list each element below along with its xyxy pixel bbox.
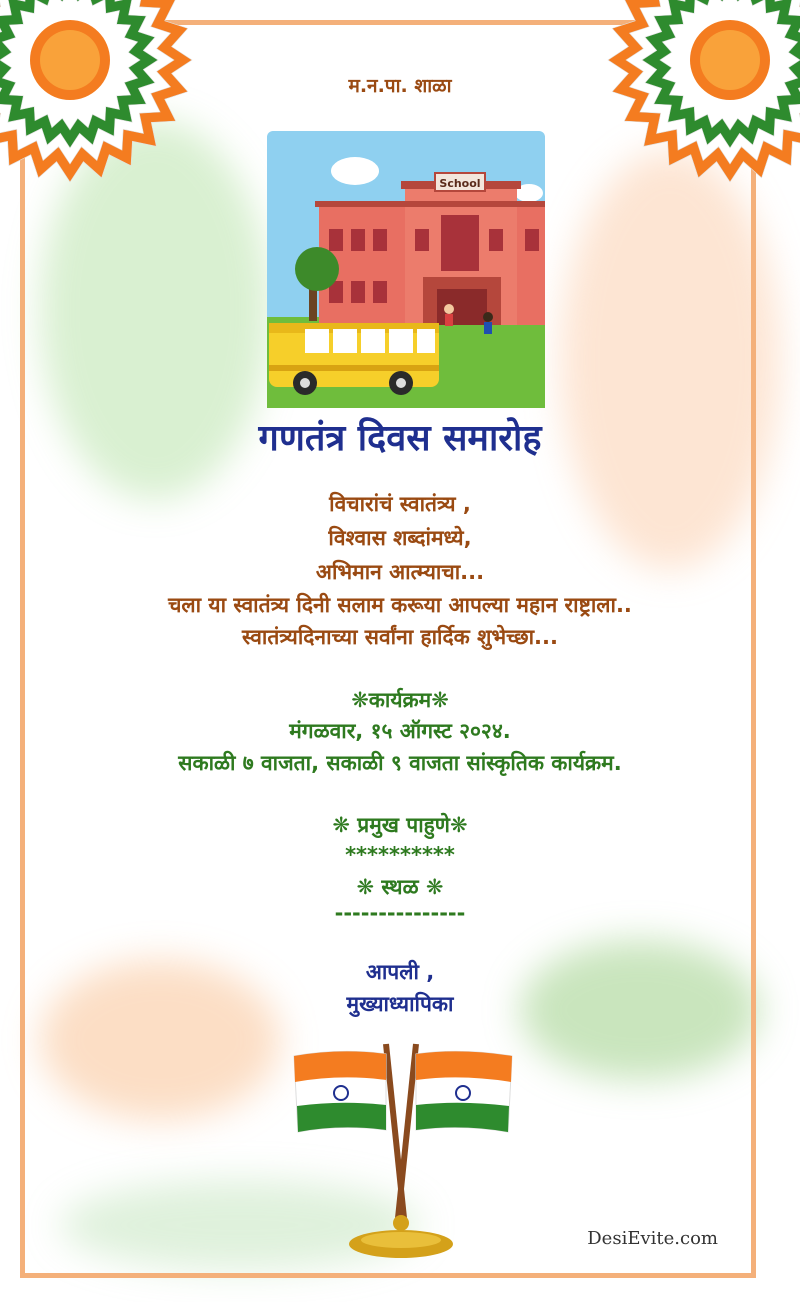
school-sign-text: School	[439, 177, 481, 190]
chief-guest-heading: ❋ प्रमुख पाहुणे❋	[332, 813, 468, 837]
message-line-2: विश्वास शब्दांमध्ये,	[328, 526, 472, 550]
message-line-3: अभिमान आत्म्याचा...	[315, 560, 485, 584]
venue-heading: ❋ स्थळ ❋	[356, 875, 444, 899]
program-date: मंगळवार, १५ ऑगस्ट २०२४.	[289, 719, 511, 743]
watermark: DesiEvite.com	[587, 1228, 718, 1249]
message-line-4: चला या स्वातंत्र्य दिनी सलाम करूया आपल्या महान राष्ट्राला..	[168, 593, 632, 617]
venue-value: ---------------	[334, 901, 466, 925]
sign-off-line-2: मुख्याध्यापिका	[346, 992, 454, 1016]
chief-guest-value: **********	[345, 843, 455, 867]
school-name: म.न.पा. शाळा	[348, 75, 452, 97]
event-title: गणतंत्र दिवस समारोह	[258, 418, 542, 459]
program-time: सकाळी ७ वाजता, सकाळी ९ वाजता सांस्कृतिक कार्यक्रम.	[178, 751, 622, 775]
program-heading: ❋कार्यक्रम❋	[351, 688, 449, 712]
message-line-1: विचारांचं स्वातंत्र्य ,	[329, 492, 471, 516]
message-line-5: स्वातंत्र्यदिनाच्या सर्वांना हार्दिक शुभेच्छा...	[242, 625, 558, 649]
school-illustration	[267, 131, 545, 408]
sign-off-line-1: आपली ,	[365, 960, 435, 984]
crossed-flags-icon	[286, 1036, 518, 1266]
